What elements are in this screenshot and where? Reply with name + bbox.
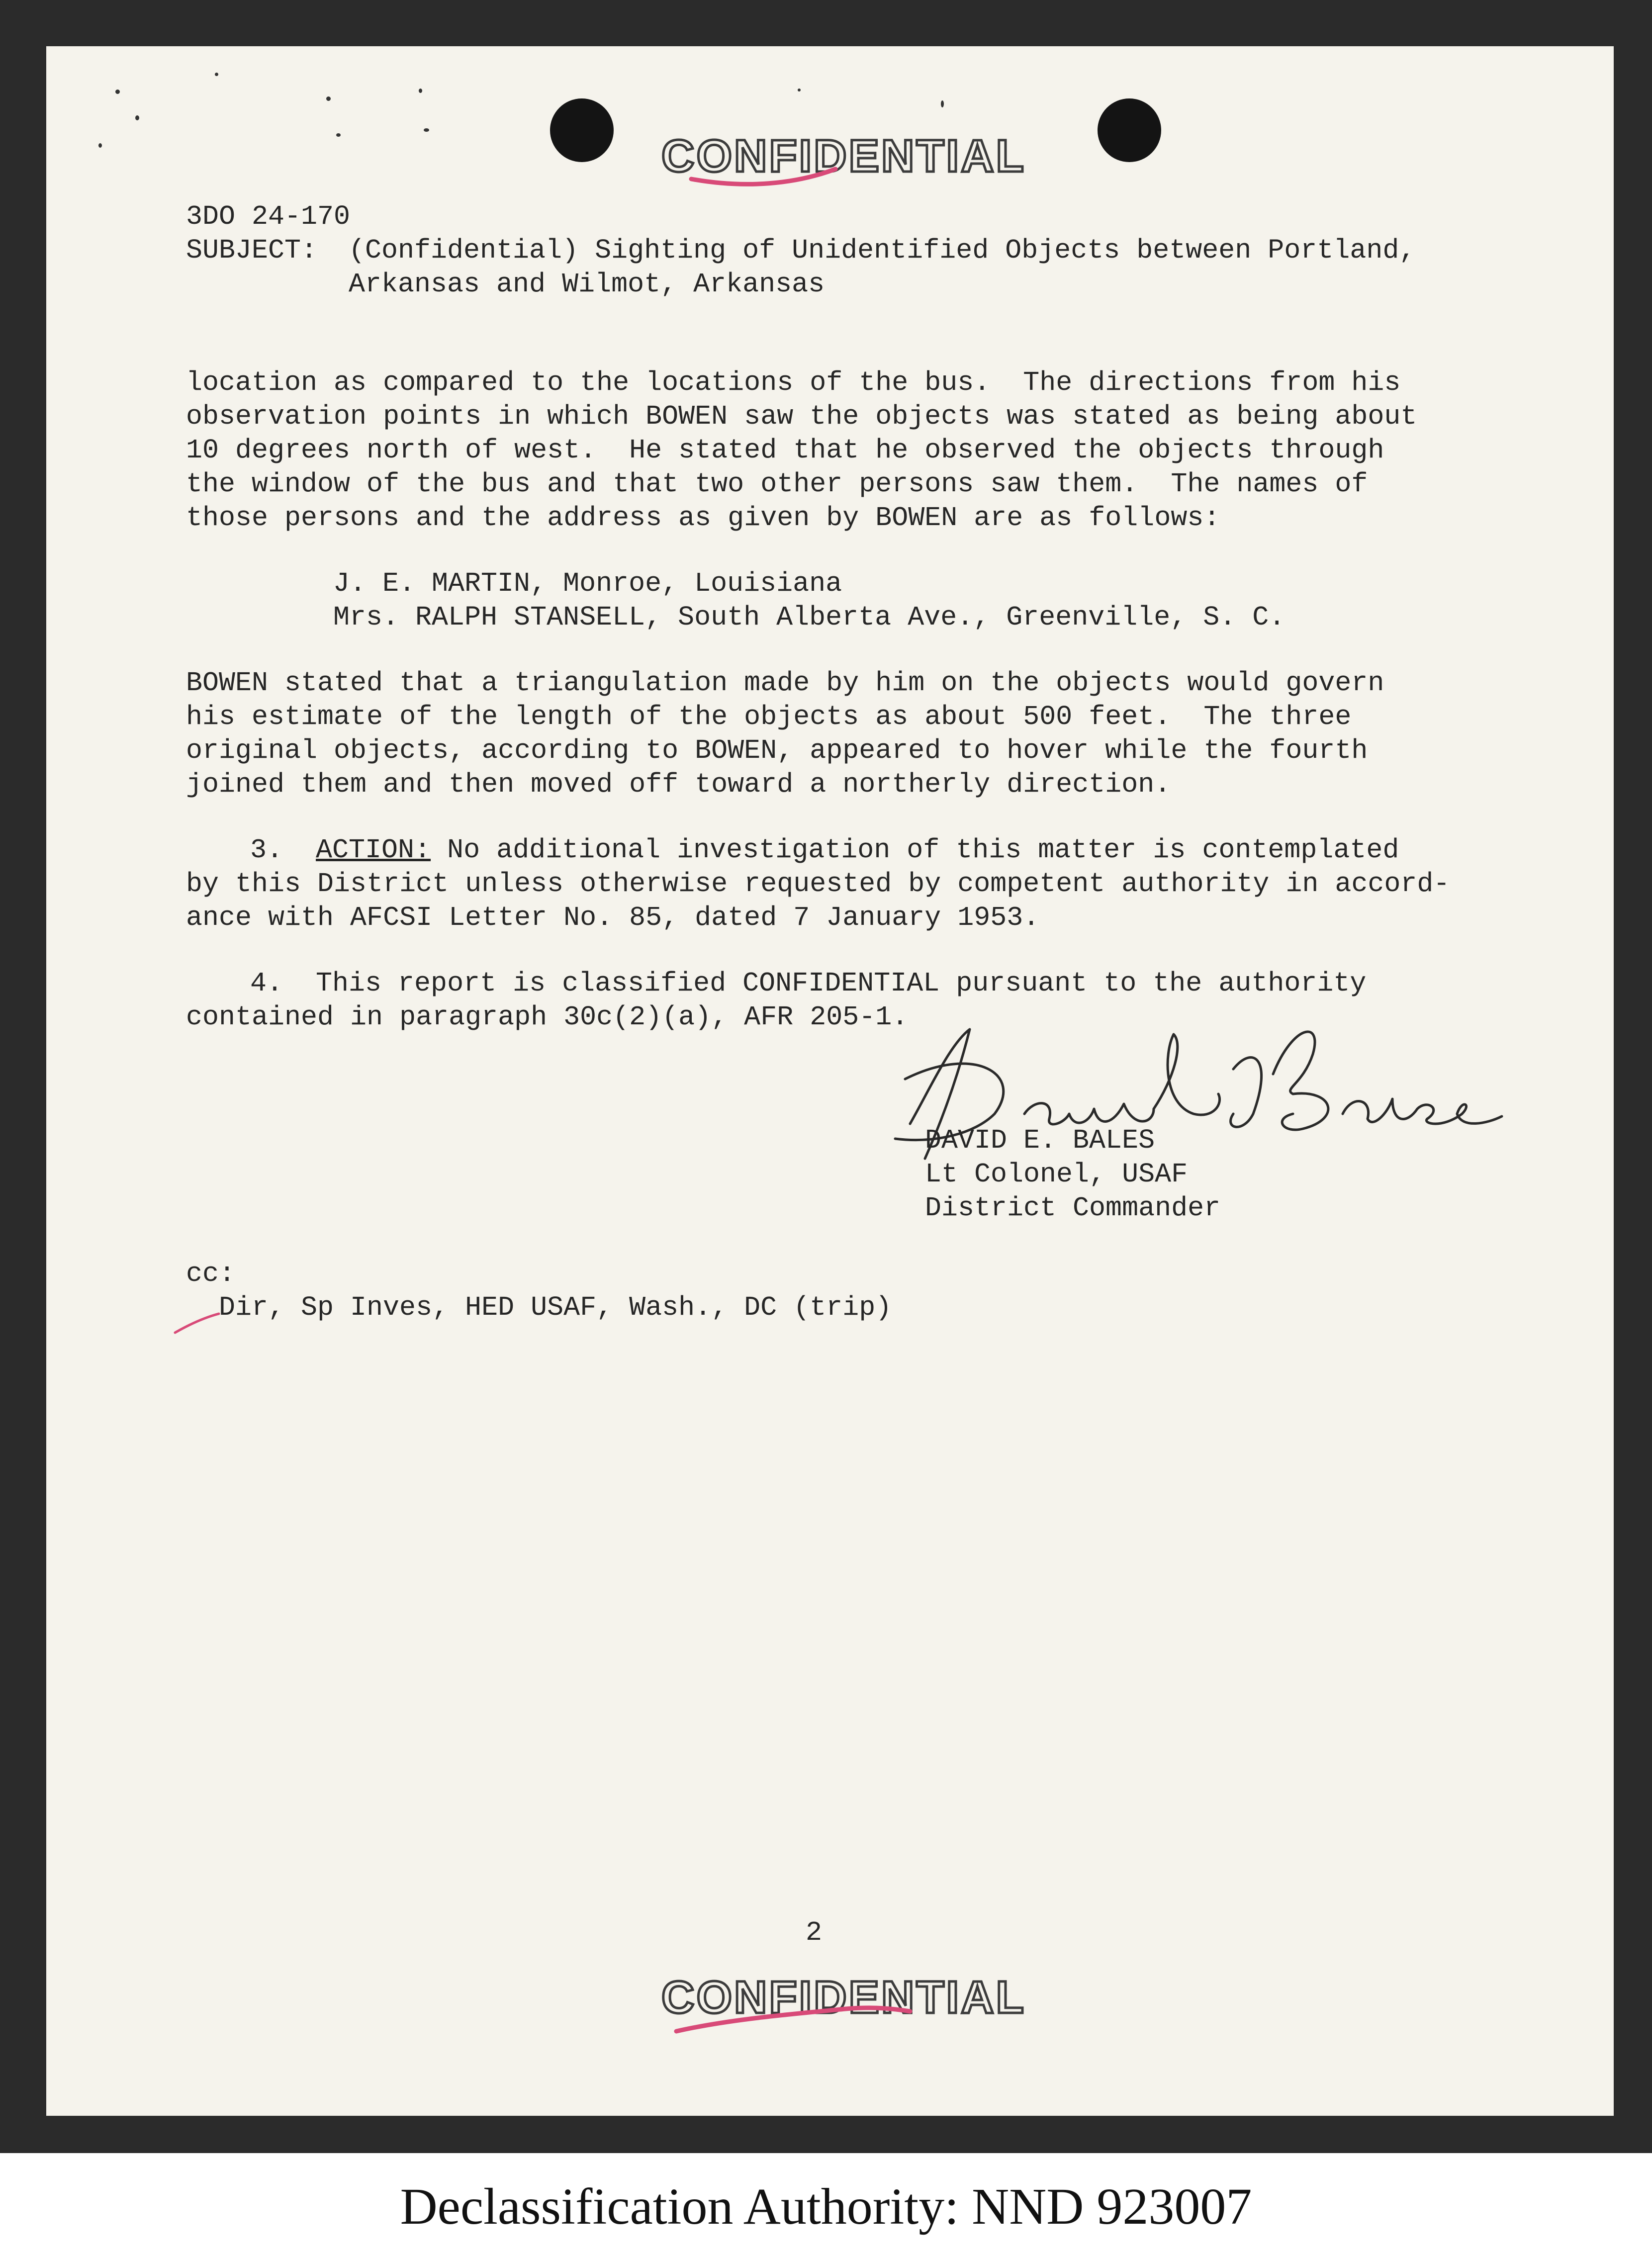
declassification-caption: Declassification Authority: NND 923007: [400, 2178, 1252, 2235]
body-line: those persons and the address as given by BOWEN are as follows:: [186, 502, 1220, 534]
subject-line-2: Arkansas and Wilmot, Arkansas: [349, 269, 825, 300]
red-strike-bottom: [676, 2008, 910, 2031]
subject-line-1: (Confidential) Sighting of Unidentified Objects between Portland,: [349, 235, 1416, 266]
paragraph-4-first-line: 4. This report is classified CONFIDENTIAL pursuant to the authority: [250, 968, 1367, 999]
witness-entry: J. E. MARTIN, Monroe, Louisiana: [333, 568, 842, 599]
body-line: the window of the bus and that two other persons saw them. The names of: [186, 468, 1368, 500]
cc-recipient: Dir, Sp Inves, HED USAF, Wash., DC (trip): [219, 1292, 892, 1323]
signer-name: DAVID E. BALES: [925, 1125, 1155, 1156]
confidential-stamp-top: CONFIDENTIAL: [661, 131, 1026, 181]
body-line: joined them and then moved off toward a northerly direction.: [186, 769, 1171, 800]
body-line: 10 degrees north of west. He stated that he observed the objects through: [186, 435, 1384, 466]
signer-rank: Lt Colonel, USAF: [925, 1159, 1188, 1190]
body-line: his estimate of the length of the objects as about 500 feet. The three: [186, 701, 1352, 732]
body-line: BOWEN stated that a triangulation made by him on the objects would govern: [186, 667, 1384, 699]
red-tick-cc: [175, 1314, 219, 1333]
body-line: location as compared to the locations of the bus. The directions from his: [186, 367, 1401, 398]
page-number: 2: [806, 1917, 823, 1948]
body-line: observation points in which BOWEN saw the objects was stated as being about: [186, 401, 1417, 432]
body-line: original objects, according to BOWEN, appeared to hover while the fourth: [186, 735, 1368, 766]
signer-title: District Commander: [925, 1192, 1221, 1224]
cc-label: cc:: [186, 1258, 236, 1289]
file-number: 3DO 24-170: [186, 201, 351, 232]
body-line: by this District unless otherwise requested by competent authority in accord-: [186, 868, 1450, 900]
body-line: ance with AFCSI Letter No. 85, dated 7 January 1953.: [186, 902, 1040, 933]
confidential-stamp-bottom: CONFIDENTIAL: [661, 1972, 1026, 2023]
subject-label: SUBJECT:: [186, 235, 318, 266]
witness-entry: Mrs. RALPH STANSELL, South Alberta Ave., Greenville, S. C.: [333, 602, 1285, 633]
action-heading: ACTION:: [316, 834, 431, 866]
body-line: contained in paragraph 30c(2)(a), AFR 205-1.: [186, 1001, 909, 1033]
paragraph-text: No additional investigation of this matter is contemplated: [431, 834, 1399, 866]
red-strike-top: [691, 169, 835, 184]
paragraph-number: 3.: [250, 834, 283, 866]
